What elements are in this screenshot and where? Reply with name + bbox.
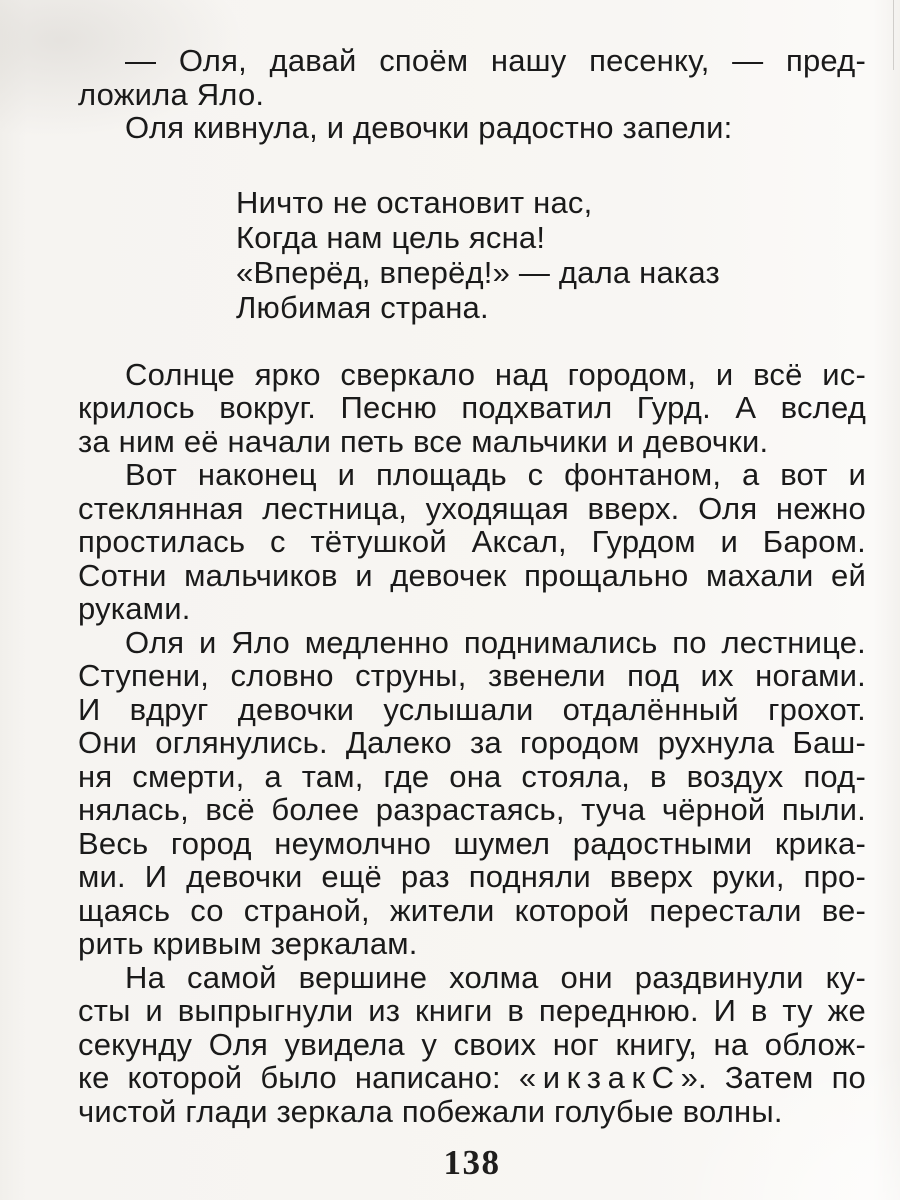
text-line: — Оля, давай споём нашу песенку, — пред- xyxy=(125,43,866,78)
text-line: Они оглянулись. Далеко за городом рухнула Баш- xyxy=(78,725,866,760)
text-line: за ним её начали петь все мальчики и девочки. xyxy=(78,423,769,459)
paragraph xyxy=(78,458,866,626)
poem-block xyxy=(236,185,866,325)
text-line: Весь город неумолчно шумел радостными крика- xyxy=(78,825,866,861)
text-line: Когда нам цель ясна! xyxy=(236,219,546,255)
page-number: 138 xyxy=(443,1143,501,1182)
text-line: «Вперёд, вперёд!» — дала наказ xyxy=(236,254,720,290)
paragraph xyxy=(78,358,866,459)
text-line: Любимая страна. xyxy=(236,289,489,325)
text-line: крилось вокруг. Песню подхватил Гурд. А вслед xyxy=(78,390,866,425)
text-line: И вдруг девочки услышали отдалённый грохот. xyxy=(78,691,866,727)
text-line: На самой вершине холма они раздвинули ку- xyxy=(125,959,866,995)
paragraph xyxy=(78,626,866,961)
text-line: рить кривым зеркалам. xyxy=(78,926,418,961)
text-line: сты и выпрыгнули из книги в переднюю. И в ту же xyxy=(78,993,866,1028)
text-line: стеклянная лестница, уходящая вверх. Оля нежно xyxy=(78,490,866,526)
paragraph xyxy=(78,961,866,1129)
text-line: Оля кивнула, и девочки радостно запели: xyxy=(125,110,733,145)
text-line: Солнце ярко сверкало над городом, и всё ис- xyxy=(125,356,866,392)
text-line: щаясь со страной, жители которой перестали ве- xyxy=(78,892,866,928)
text-line: нялась, всё более разрастаясь, туча чёрной пыли. xyxy=(78,792,866,827)
text-line: Вот наконец и площадь с фонтаном, а вот и xyxy=(125,457,866,492)
text-line: Ничто не остановит нас, xyxy=(236,184,593,220)
paragraph xyxy=(78,44,866,111)
page-text xyxy=(78,44,866,1128)
text-line: Ступени, словно струны, звенели под их ногами. xyxy=(78,658,866,693)
text-line: ми. И девочки ещё раз подняли вверх руки, про- xyxy=(78,859,866,894)
text-line: руками. xyxy=(78,591,191,626)
text-line: ня смерти, а там, где она стояла, в воздух под- xyxy=(78,758,866,794)
text-line: чистой глади зеркала побежали голубые волны. xyxy=(78,1093,783,1129)
text-line: Оля и Яло медленно поднимались по лестнице. xyxy=(125,624,866,660)
text-line: ке которой было написано: « и к з а к С ». Затем по xyxy=(78,1060,866,1095)
text-line: секунду Оля увидела у своих ног книгу, на облож- xyxy=(78,1026,866,1062)
text-line: простилась с тётушкой Аксал, Гурдом и Баром. xyxy=(78,524,866,559)
text-line: ложила Яло. xyxy=(78,76,265,112)
paragraph xyxy=(78,111,866,145)
text-line: Сотни мальчиков и девочек прощально махали ей xyxy=(78,557,866,593)
